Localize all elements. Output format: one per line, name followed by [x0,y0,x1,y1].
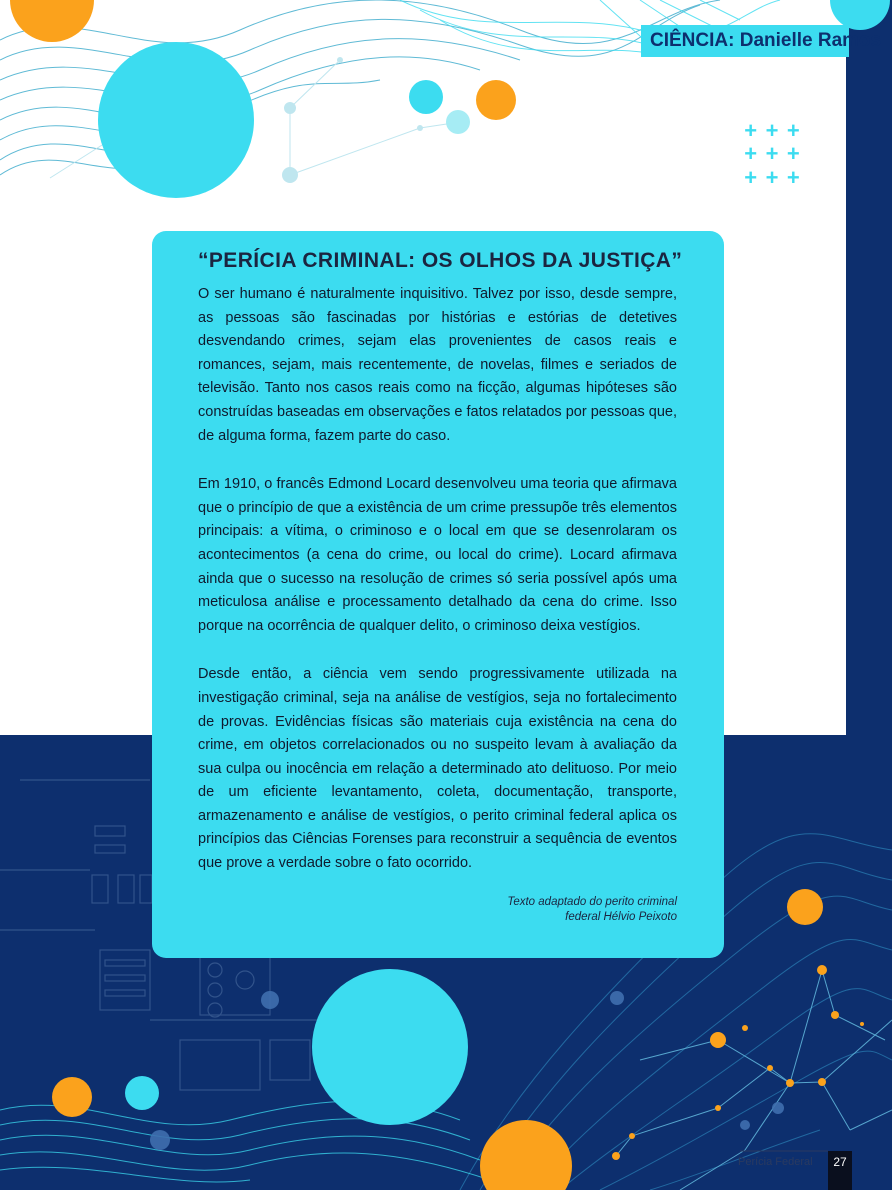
article-credit [198,895,677,925]
plus-icon: + [744,141,758,167]
plus-icon: + [786,141,800,167]
orange-circle-top [476,80,516,120]
mesh-wave-top [0,0,720,175]
credit-line-2: federal Hélvio Peixoto [565,910,677,923]
plus-icon: + [786,118,800,143]
plus-icon: + [786,164,800,190]
credit-line-1: Texto adaptado do perito criminal [507,895,677,908]
cyan-circle-top-large [98,42,254,198]
plus-icon: + [765,118,779,143]
network-dots-top [282,57,423,183]
plus-icon: + [744,118,758,143]
cyan-circle-top-small [409,80,443,114]
section-tag [641,25,882,57]
plus-icon: + [744,164,758,190]
network-lines-top [50,60,460,178]
orange-circle-top-left [10,0,94,42]
section-label: CIÊNCIA: [650,30,735,51]
navy-background-right-strip [846,0,892,740]
plus-icon: + [765,141,779,167]
plus-pattern [740,120,804,190]
article-title: “PERÍCIA CRIMINAL: OS OLHOS DA JUSTIÇA” [198,249,683,272]
cyan-circle-top-faint [446,110,470,134]
article-paragraph-3: Desde então, a ciência vem sendo progressivamente utilizada na investigação criminal, seja na análise de vestígios, seja no fortalecimento de provas. Evidências físicas são materiais cuja existência na cena do crime, em objetos correlacionados ou no suspeito levam à avaliação da sua culpa ou inocência em relação a determinado ato delituoso. Por meio de um eficiente levantamento, coleta, documentação, transporte, armazenamento e análise de vestígios, o perito criminal federal aplica os princípios das Ciências Forenses para reconstruir a sequência de eventos que prove a verdade sobre o fato ocorrido. [198,666,677,872]
article-card [152,231,724,958]
plus-icon: + [765,164,779,190]
footer-publication: Perícia Federal [738,1156,813,1168]
page-number: 27 [828,1151,852,1190]
article-paragraph-1: O ser humano é naturalmente inquisitivo. Talvez por isso, desde sempre, as pessoas são fascinadas por histórias e estórias de detetives desvendando crimes, sejam elas provenientes de casos reais e romances, sejam, mais recentemente, de novelas, filmes e seriados de televisão. Tanto nos casos reais como na ficção, algumas hipóteses são construídas baseadas em observações e fatos relatados por pessoas que, de alguma forma, fazem parte do caso. [198,286,677,444]
article-paragraph-2: Em 1910, o francês Edmond Locard desenvolveu uma teoria que afirmava que o princípio de que a existência de um crime pressupõe três elementos principais: a vítima, o criminoso e o local em que se desenrolaram os acontecimentos (a cena do crime, ou local do crime). Locard afirmava ainda que o sucesso na resolução de crimes só seria possível após uma meticulosa análise e processamento detalhado da cena do crime. Isso porque na ocorrência de qualquer delito, o criminoso deixa vestígios. [198,476,677,634]
author-name: Danielle Ramos [739,30,882,51]
